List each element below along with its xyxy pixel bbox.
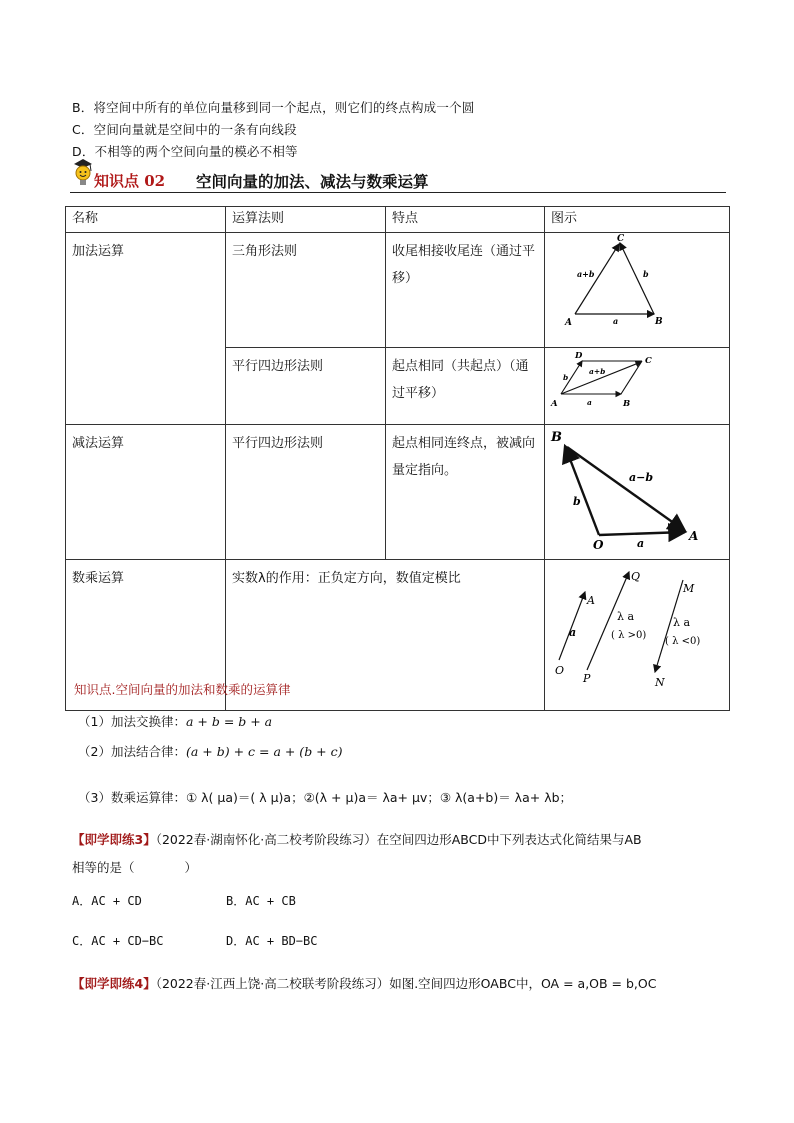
lightbulb-icon [70,158,96,190]
cell-sub-feature: 起点相同连终点，被减向量定指向。 [386,425,545,560]
tri-label-c-point: C [617,234,625,244]
exercise-4-tag: 【即学即练4】 [72,976,156,991]
law-scalar-expr: ① λ( μa)＝( λ μ)a；②(λ + μ)a＝ λa+ μv；③ λ(a+b)＝ λa+ λb； [185,790,573,805]
sub-label-b-point: B [551,430,562,445]
cell-fig-scalar [545,560,730,711]
exercise-4-text: （2022春·江西上饶·高二校联考阶段练习）如图.空间四边形OABC中，OA = a,OB = b,OC [155,976,657,991]
par-label-b-point: B [623,399,631,409]
sub-label-o-point: O [593,538,604,549]
par-label-a-vec: a [587,398,592,407]
tri-label-sum: a+b [577,269,595,279]
knowledge-label: 知识点 02 [94,172,166,190]
cell-mul-rule: 实数λ的作用：正负定方向，数值定模比 [226,560,545,711]
sub-label-a-point: A [689,529,699,543]
cell-sub-rule: 平行四边形法则 [226,425,386,560]
law-commutative-prefix: （1）加法交换律： [78,714,186,729]
tri-label-b-point: B [655,317,663,327]
exercise-3-text: （2022春·湖南怀化·高二校考阶段练习）在空间四边形ABCD中下列表达式化简结果与AB [155,832,642,847]
sub-label-a-vec: a [637,537,645,549]
par-label-c-point: C [645,356,652,366]
law-associative-expr: (a + b) + c = a + (b + c) [185,744,343,759]
law-scalar [78,788,572,806]
law-commutative-expr: a + b = b + a [185,714,273,729]
law-associative [78,742,343,760]
exercise-3-choice-d[interactable]: D．AC + BD−BC [226,934,318,948]
mul-label-q: Q [631,570,641,583]
exercise-3 [72,830,732,848]
option-b: B．将空间中所有的单位向量移到同一个起点，则它们的终点构成一个圆 [72,100,475,115]
cell-fig-parallelogram [545,348,730,425]
mul-label-lambda-a-1: λ a [617,610,635,623]
knowledge-title: 空间向量的加法、减法与数乘运算 [196,172,429,191]
tri-label-a-point: A [565,318,572,328]
mul-label-o: O [555,664,565,677]
cell-sub-name: 减法运算 [66,425,226,560]
par-label-a-point: A [551,399,558,409]
exercise-3-choice-a[interactable]: A．AC + CD [72,894,142,908]
par-label-b-vec: b [563,373,569,382]
mul-label-p: P [583,672,591,685]
mul-label-cond-negative: ( λ <0) [665,636,701,647]
law-associative-prefix: （2）加法结合律： [78,744,186,759]
header-name: 名称 [66,207,226,233]
triangle-rule-figure [545,233,729,337]
operations-table [65,206,730,711]
tri-label-a-vec: a [613,316,619,326]
cell-add-name: 加法运算 [66,233,226,425]
law-scalar-prefix: （3）数乘运算律： [78,790,186,805]
cell-add-feature-parallelogram: 起点相同（共起点）（通过平移） [386,348,545,425]
subtraction-figure [545,425,729,549]
tri-label-b-vec: b [643,269,649,279]
sub-label-difference: a−b [629,471,654,484]
cell-fig-subtraction [545,425,730,560]
cell-add-feature-triangle: 收尾相接收尾连（通过平移） [386,233,545,348]
cell-fig-triangle [545,233,730,348]
mul-label-lambda-a-2: λ a [673,616,691,629]
laws-heading: 知识点.空间向量的加法和数乘的运算律 [74,682,291,697]
header-figure: 图示 [545,207,730,233]
exercise-3-tag: 【即学即练3】 [72,832,156,847]
exercise-3-choice-c[interactable]: C．AC + CD−BC [72,934,164,948]
cell-add-rule-triangle: 三角形法则 [226,233,386,348]
cell-mul-name: 数乘运算 [66,560,226,711]
sub-label-b-vec: b [573,495,581,508]
par-label-sum: a+b [589,367,606,376]
mul-label-cond-positive: ( λ >0) [611,630,647,641]
law-commutative [78,712,272,730]
header-feature: 特点 [386,207,545,233]
mul-label-m: M [683,582,695,595]
cell-add-rule-parallelogram: 平行四边形法则 [226,348,386,425]
scalar-multiplication-figure [545,560,729,700]
option-d: D．不相等的两个空间向量的模必不相等 [72,144,298,159]
exercise-3-line2: 相等的是（ ） [72,860,198,875]
parallelogram-rule-figure [545,348,729,414]
option-c: C．空间向量就是空间中的一条有向线段 [72,122,297,137]
header-rule: 运算法则 [226,207,386,233]
mul-label-a-vec: a [569,626,577,639]
mul-label-a-point: A [587,594,595,607]
knowledge-heading [70,166,726,193]
par-label-d-point: D [575,351,583,361]
exercise-3-choice-b[interactable]: B．AC + CB [226,894,296,908]
mul-label-n: N [655,676,665,689]
exercise-4 [72,974,732,992]
